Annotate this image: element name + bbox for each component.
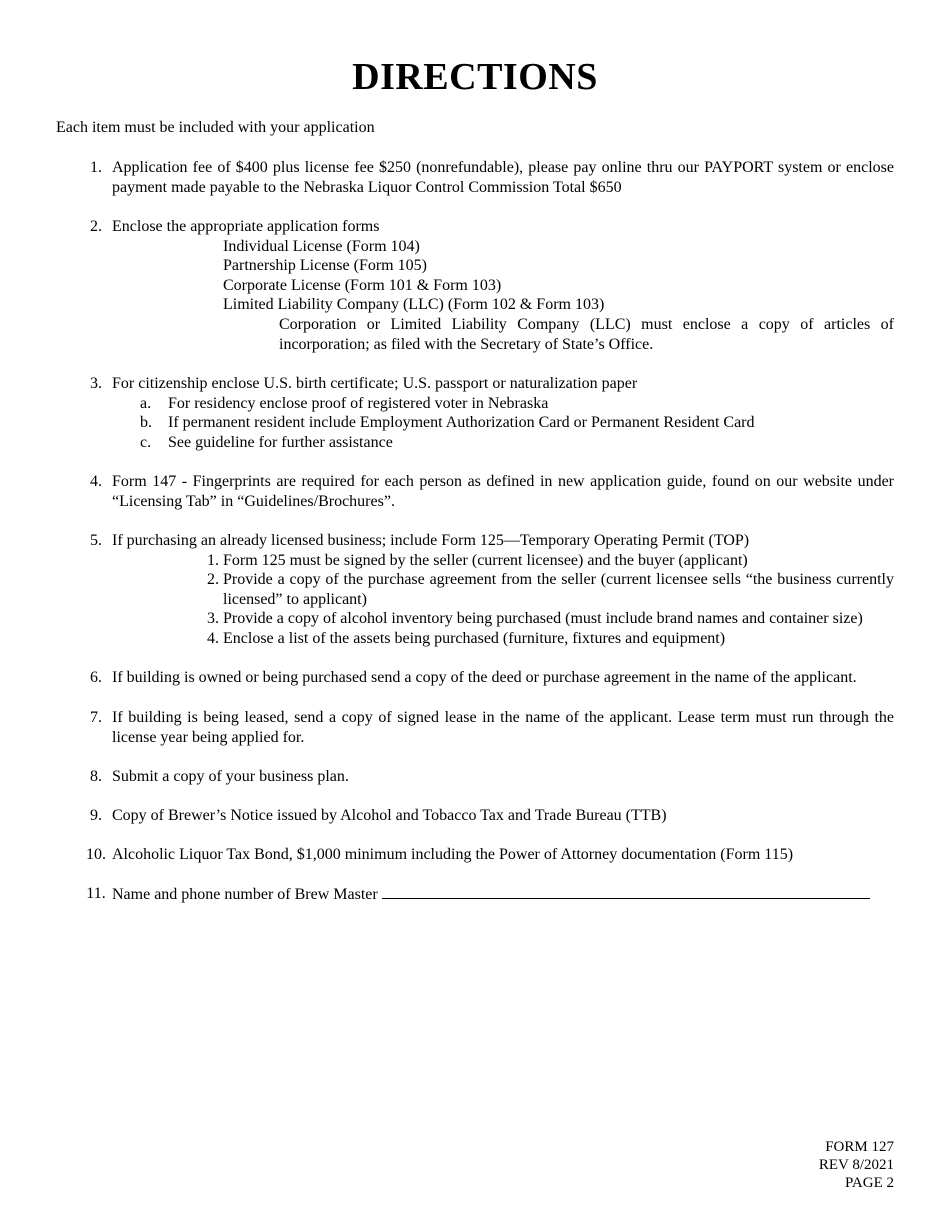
intro-text: Each item must be included with your application	[56, 119, 375, 136]
form-partnership: Partnership License (Form 105)	[223, 257, 427, 275]
item-number: 6.	[90, 669, 102, 686]
page-title: DIRECTIONS	[352, 56, 598, 98]
sub-item-1: 1. Form 125 must be signed by the seller (current licensee) and the buyer (applicant)	[207, 551, 748, 569]
page-number: PAGE 2	[844, 1175, 894, 1191]
sub-item-4: 4. Enclose a list of the assets being purchased (furniture, fixtures and equipment)	[207, 629, 726, 647]
list-item-2	[80, 217, 894, 354]
list-item-7	[80, 708, 894, 747]
form-corporate: Corporate License (Form 101 & Form 103)	[223, 276, 502, 294]
item-text: Submit a copy of your business plan.	[112, 768, 349, 785]
list-item-1	[80, 158, 894, 197]
item-number: 1.	[90, 159, 102, 176]
item-text: Alcoholic Liquor Tax Bond, $1,000 minimum including the Power of Attorney documentation (Form 115)	[112, 846, 794, 863]
brew-master-label: Name and phone number of Brew Master	[112, 886, 378, 903]
list-item-4	[80, 472, 894, 511]
list-item-5	[80, 531, 894, 649]
corporation-note: Corporation or Limited Liability Company (LLC) must enclose a copy of articles of incorporation; as filed with the Secretary of State’s Office.	[279, 315, 894, 353]
form-individual: Individual License (Form 104)	[223, 237, 420, 255]
item-text: If building is being leased, send a copy of signed lease in the name of the applicant. Lease term must run through the license year being applied for.	[112, 709, 894, 746]
item-number: 11.	[86, 885, 106, 902]
item-text: Application fee of $400 plus license fee $250 (nonrefundable), please pay online thru our PAYPORT system or enclose payment made payable to the Nebraska Liquor Control Commission Total $650	[112, 159, 894, 196]
sub-item-3: 3. Provide a copy of alcohol inventory being purchased (must include brand names and container size)	[207, 610, 863, 628]
item-number: 10.	[86, 846, 106, 863]
list-item-3	[80, 374, 894, 452]
item-text: If building is owned or being purchased send a copy of the deed or purchase agreement in the name of the applicant.	[112, 669, 857, 686]
list-item-11	[80, 884, 894, 905]
form-llc: Limited Liability Company (LLC) (Form 102 & Form 103)	[223, 296, 605, 314]
brew-master-field[interactable]	[382, 884, 870, 899]
revision-date: REV 8/2021	[818, 1157, 894, 1173]
list-item-6	[80, 668, 894, 688]
sub-item-a: a. For residency enclose proof of registered voter in Nebraska	[140, 394, 549, 412]
form-number: FORM 127	[825, 1139, 894, 1155]
sub-item-c: c. See guideline for further assistance	[140, 433, 393, 451]
item-number: 9.	[90, 807, 102, 824]
item-number: 3.	[90, 375, 102, 392]
item-text: For citizenship enclose U.S. birth certificate; U.S. passport or naturalization paper	[112, 375, 638, 392]
list-item-9	[80, 806, 894, 826]
item-number: 8.	[90, 768, 102, 785]
item-number: 2.	[90, 218, 102, 235]
form-footer	[819, 1138, 894, 1192]
item-text: Copy of Brewer’s Notice issued by Alcohol and Tobacco Tax and Trade Bureau (TTB)	[112, 807, 667, 824]
sub-item-2: 2. Provide a copy of the purchase agreement from the seller (current licensee sells “the business currently licensed” to applicant)	[207, 571, 894, 608]
item-number: 4.	[90, 473, 102, 490]
item-number: 5.	[90, 532, 102, 549]
item-text: Enclose the appropriate application forms	[112, 218, 380, 235]
item-number: 7.	[90, 709, 102, 726]
sub-item-b: b. If permanent resident include Employment Authorization Card or Permanent Resident Card	[140, 414, 755, 432]
item-text	[112, 884, 894, 905]
item-text: If purchasing an already licensed business; include Form 125—Temporary Operating Permit (TOP)	[112, 532, 750, 549]
item-text: Form 147 - Fingerprints are required for each person as defined in new application guide, found on our website under “Licensing Tab” in “Guidelines/Brochures”.	[112, 473, 894, 510]
list-item-10	[80, 845, 894, 865]
list-item-8	[80, 767, 894, 787]
